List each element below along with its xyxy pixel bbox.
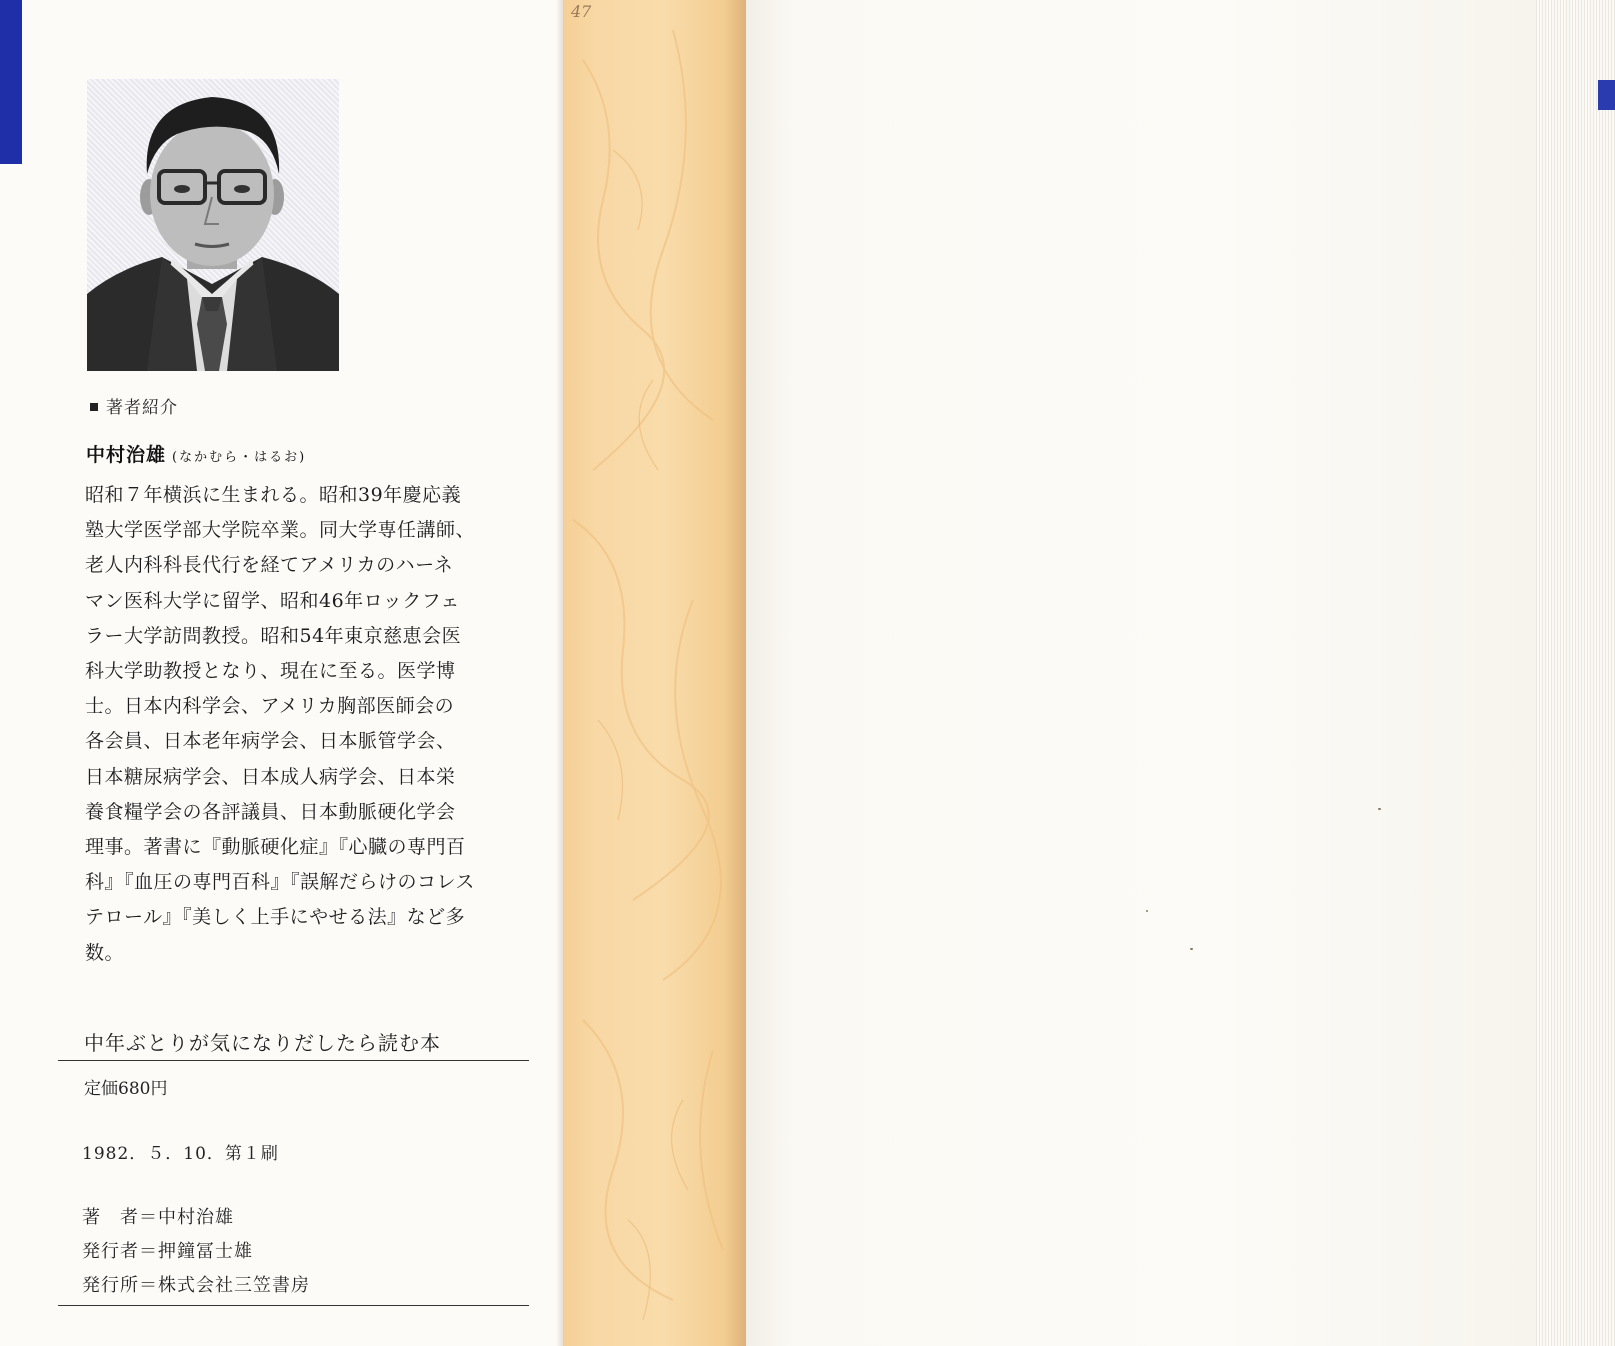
bio-line: 塾大学医学部大学院卒業。同大学専任講師、 [85, 519, 476, 542]
right-page-blank [746, 0, 1536, 1346]
credit-author: 著 者＝中村治雄 [82, 1207, 234, 1228]
bio-line: マン医科大学に留学、昭和46年ロックフェ [85, 589, 460, 612]
author-name-text: 中村治雄 [86, 444, 167, 466]
author-name-reading: (なかむら・はるお) [172, 450, 307, 465]
colophon-divider-bottom [58, 1305, 529, 1306]
endpaper [563, 0, 746, 1346]
left-page [0, 0, 563, 1346]
section-heading-author [90, 393, 178, 418]
bio-line: 養食糧学会の各評議員、日本動脈硬化学会 [85, 800, 456, 823]
book-price: 定価680円 [84, 1079, 168, 1099]
bio-line: 科』『血圧の専門百科』『誤解だらけのコレス [85, 871, 475, 894]
bio-line: テロール』『美しく上手にやせる法』など多 [85, 906, 466, 929]
handwritten-note: 47 [571, 2, 592, 21]
author-name [86, 440, 306, 467]
credit-company: 発行所＝株式会社三笠書房 [82, 1275, 310, 1296]
square-bullet-icon [90, 403, 98, 411]
credit-publisher: 発行者＝押鐘冨士雄 [82, 1241, 253, 1262]
bio-line: 老人内科科長代行を経てアメリカのハーネ [85, 554, 454, 577]
paper-speck [1190, 948, 1193, 950]
paper-speck [1378, 808, 1381, 810]
section-heading-label: 著者紹介 [106, 398, 178, 418]
print-date: 1982．５．10．第１刷 [82, 1144, 279, 1164]
bio-line: ラー大学訪問教授。昭和54年東京慈恵会医 [85, 624, 462, 647]
blue-cover-corner [1598, 80, 1615, 110]
bio-line: 各会員、日本老年病学会、日本脈管学会、 [85, 730, 456, 753]
bio-line: 理事。著書に『動脈硬化症』『心臓の専門百 [85, 836, 466, 859]
page-edges [1536, 0, 1615, 1346]
book-title: 中年ぶとりが気になりだしたら読む本 [84, 1031, 441, 1055]
author-bio [85, 478, 505, 971]
paper-speck [1146, 910, 1148, 912]
bio-line: 昭和７年横浜に生まれる。昭和39年慶応義 [85, 484, 462, 506]
bio-line: 科大学助教授となり、現在に至る。医学博 [85, 660, 456, 683]
blue-cover-edge [0, 0, 22, 164]
colophon-divider-top [58, 1060, 529, 1061]
bio-line: 日本糖尿病学会、日本成人病学会、日本栄 [85, 765, 456, 788]
author-portrait [87, 79, 339, 371]
bio-line: 数。 [85, 941, 125, 964]
bio-line: 士。日本内科学会、アメリカ胸部医師会の [85, 695, 455, 718]
